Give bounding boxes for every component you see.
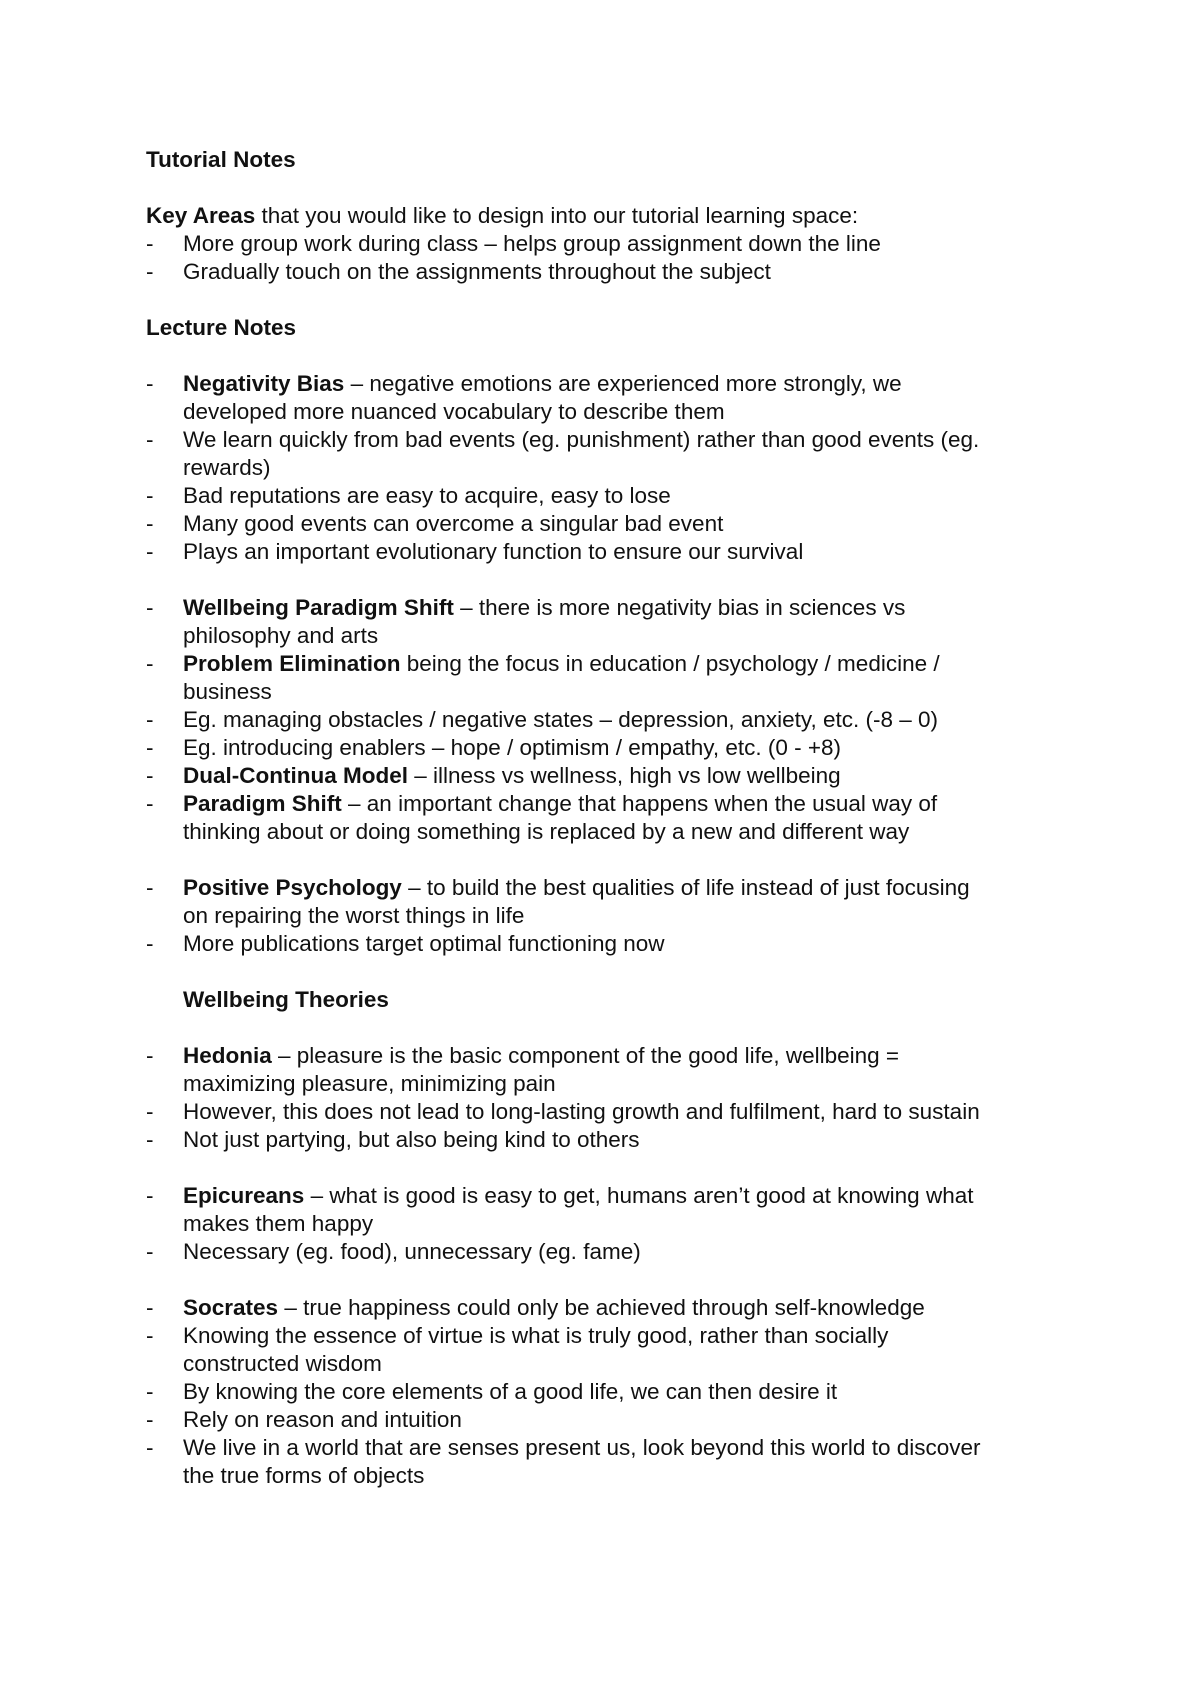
list-item: - Gradually touch on the assignments throughout the subject <box>146 259 771 284</box>
item-text: – to build the best qualities of life instead of just focusing <box>401 875 970 900</box>
item-continuation: thinking about or doing something is replaced by a new and different way <box>183 819 910 844</box>
term-label: Epicureans <box>183 1183 305 1208</box>
positive-psychology-list <box>146 874 1066 958</box>
list-item <box>146 1322 1066 1378</box>
bullet-dash: - <box>146 371 154 396</box>
list-item <box>146 594 1066 650</box>
item-continuation: business <box>183 679 272 704</box>
bullet-dash: - <box>146 1239 154 1264</box>
list-item <box>146 370 1066 426</box>
list-item: - More group work during class – helps group assignment down the line <box>146 231 881 256</box>
bullet-dash: - <box>146 931 154 956</box>
item-text: – pleasure is the basic component of the good life, wellbeing = <box>271 1043 900 1068</box>
list-item <box>146 1238 1066 1266</box>
list-item <box>146 1294 1066 1322</box>
item-continuation: maximizing pleasure, minimizing pain <box>183 1071 556 1096</box>
item-text: Necessary (eg. food), unnecessary (eg. fame) <box>183 1239 641 1264</box>
list-item <box>146 1182 1066 1238</box>
bullet-dash: - <box>146 1435 154 1460</box>
list-item <box>146 706 1066 734</box>
item-text: – negative emotions are experienced more strongly, we <box>344 371 902 396</box>
term-label: Paradigm Shift <box>183 791 342 816</box>
bullet-dash: - <box>146 1323 154 1348</box>
key-areas-label: Key Areas <box>146 203 256 228</box>
term-label: Problem Elimination <box>183 651 401 676</box>
item-text: – illness vs wellness, high vs low wellbeing <box>407 763 841 788</box>
list-item <box>146 762 1066 790</box>
list-item <box>146 1434 1066 1490</box>
item-text: Knowing the essence of virtue is what is truly good, rather than socially <box>183 1323 889 1348</box>
list-item <box>146 1378 1066 1406</box>
bullet-dash: - <box>146 1043 154 1068</box>
item-text: However, this does not lead to long-lasting growth and fulfilment, hard to sustain <box>183 1099 980 1124</box>
bullet-dash: - <box>146 1407 154 1432</box>
key-areas-text: that you would like to design into our tutorial learning space: <box>255 203 859 228</box>
term-label: Positive Psychology <box>183 875 402 900</box>
item-text: Rely on reason and intuition <box>183 1407 462 1432</box>
bullet-dash: - <box>146 651 154 676</box>
term-label: Dual-Continua Model <box>183 763 408 788</box>
paradigm-list <box>146 594 1066 846</box>
list-item <box>146 510 1066 538</box>
item-text: Eg. introducing enablers – hope / optimism / empathy, etc. (0 - +8) <box>183 735 842 760</box>
item-continuation: makes them happy <box>183 1211 374 1236</box>
bullet-dash: - <box>146 1099 154 1124</box>
term-label: Wellbeing Paradigm Shift <box>183 595 454 620</box>
list-item <box>146 874 1066 930</box>
lecture-heading: Lecture Notes <box>146 315 297 340</box>
bullet-dash: - <box>146 1183 154 1208</box>
list-item <box>146 1042 1066 1098</box>
socrates-list <box>146 1294 1066 1490</box>
list-item <box>146 426 1066 482</box>
item-continuation: on repairing the worst things in life <box>183 903 525 928</box>
term-label: Negativity Bias <box>183 371 345 396</box>
item-text: Not just partying, but also being kind to others <box>183 1127 640 1152</box>
item-text: – an important change that happens when the usual way of <box>341 791 938 816</box>
bullet-dash: - <box>146 1295 154 1320</box>
item-text: Plays an important evolutionary function to ensure our survival <box>183 539 804 564</box>
bullet-dash: - <box>146 1127 154 1152</box>
bullet-dash: - <box>146 1379 154 1404</box>
bullet-dash: - <box>146 427 154 452</box>
item-text: By knowing the core elements of a good life, we can then desire it <box>183 1379 838 1404</box>
item-text: – there is more negativity bias in sciences vs <box>453 595 906 620</box>
bullet-dash: - <box>146 483 154 508</box>
negativity-list <box>146 370 1066 566</box>
item-text: Many good events can overcome a singular bad event <box>183 511 724 536</box>
key-areas-line <box>146 202 1066 230</box>
item-text: Eg. managing obstacles / negative states – depression, anxiety, etc. (-8 – 0) <box>183 707 939 732</box>
item-continuation: constructed wisdom <box>183 1351 382 1376</box>
list-item <box>146 790 1066 846</box>
item-text: being the focus in education / psychology / medicine / <box>400 651 940 676</box>
item-text: We learn quickly from bad events (eg. punishment) rather than good events (eg. <box>183 427 980 452</box>
bullet-dash: - <box>146 595 154 620</box>
term-label: Socrates <box>183 1295 279 1320</box>
bullet-dash: - <box>146 511 154 536</box>
list-item <box>146 482 1066 510</box>
bullet-dash: - <box>146 707 154 732</box>
item-continuation: the true forms of objects <box>183 1463 425 1488</box>
item-continuation: developed more nuanced vocabulary to describe them <box>183 399 725 424</box>
item-continuation: rewards) <box>183 455 271 480</box>
item-text: – what is good is easy to get, humans aren’t good at knowing what <box>304 1183 974 1208</box>
bullet-dash: - <box>146 735 154 760</box>
tutorial-heading: Tutorial Notes <box>146 147 296 172</box>
hedonia-list <box>146 1042 1066 1154</box>
epicureans-list <box>146 1182 1066 1266</box>
list-item <box>146 1126 1066 1154</box>
item-continuation: philosophy and arts <box>183 623 379 648</box>
list-item <box>146 538 1066 566</box>
tutorial-list <box>146 230 1066 286</box>
bullet-dash: - <box>146 763 154 788</box>
item-text: Bad reputations are easy to acquire, easy to lose <box>183 483 671 508</box>
bullet-dash: - <box>146 875 154 900</box>
item-text: – true happiness could only be achieved through self-knowledge <box>278 1295 925 1320</box>
list-item <box>146 1406 1066 1434</box>
wellbeing-theories-heading: Wellbeing Theories <box>183 987 389 1012</box>
term-label: Hedonia <box>183 1043 272 1068</box>
list-item <box>146 734 1066 762</box>
list-item <box>146 1098 1066 1126</box>
bullet-dash: - <box>146 791 154 816</box>
list-item <box>146 930 1066 958</box>
list-item <box>146 650 1066 706</box>
bullet-dash: - <box>146 539 154 564</box>
document-content <box>146 146 1066 1490</box>
item-text: We live in a world that are senses present us, look beyond this world to discover <box>183 1435 981 1460</box>
item-text: More publications target optimal functioning now <box>183 931 665 956</box>
